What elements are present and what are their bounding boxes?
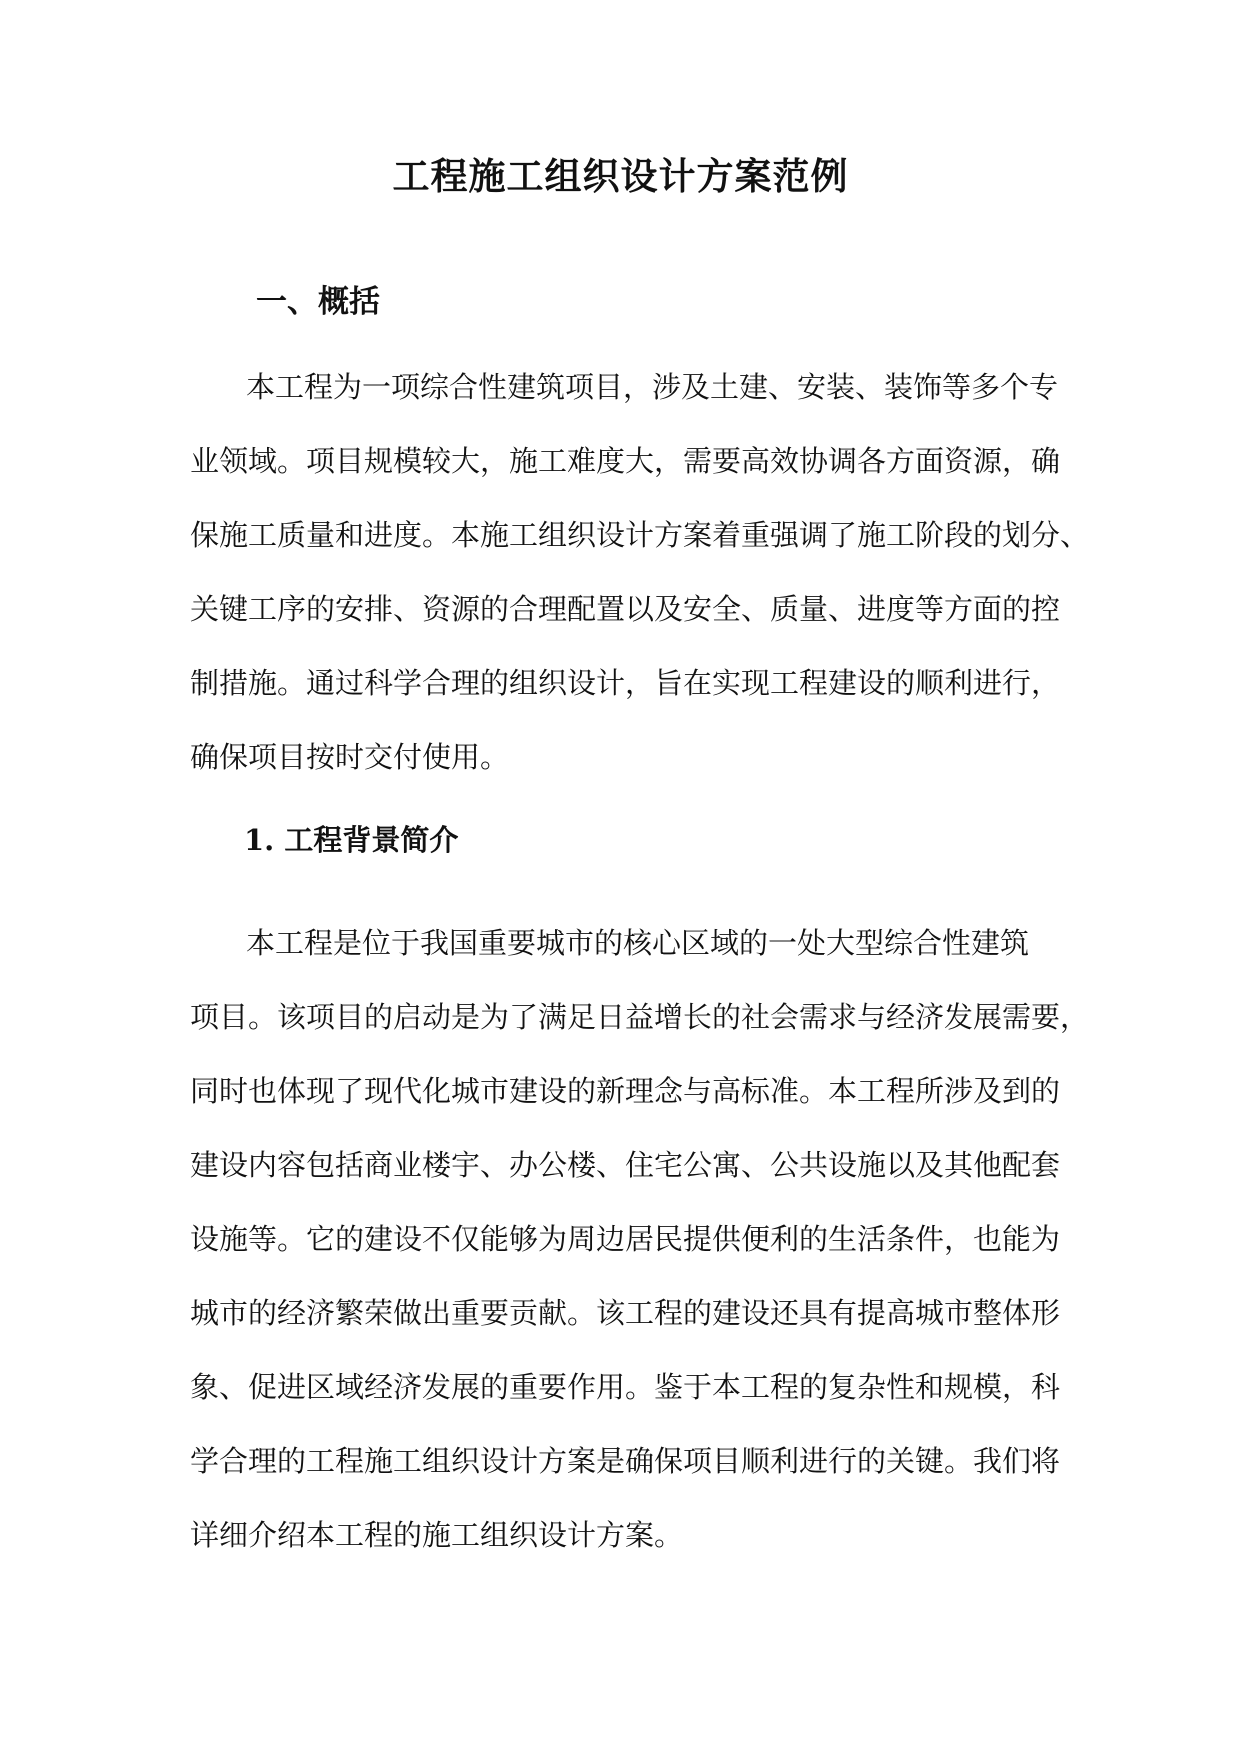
paragraph-line: 关键工序的安排、资源的合理配置以及安全、质量、进度等方面的控	[190, 592, 1061, 626]
paragraph-line: 业领域。项目规模较大，施工难度大，需要高效协调各方面资源，确	[190, 444, 1061, 478]
background-paragraph	[190, 923, 1090, 1589]
paragraph-line: 学合理的工程施工组织设计方案是确保项目顺利进行的关键。我们将	[190, 1444, 1061, 1478]
paragraph-line: 项目。该项目的启动是为了满足日益增长的社会需求与经济发展需要，	[190, 1000, 1090, 1034]
section-heading-overview: 一、概括	[256, 284, 380, 320]
document-title: 工程施工组织设计方案范例	[392, 154, 849, 198]
paragraph-line: 城市的经济繁荣做出重要贡献。该工程的建设还具有提高城市整体形	[190, 1296, 1061, 1330]
paragraph-line: 详细介绍本工程的施工组织设计方案。	[190, 1518, 684, 1552]
overview-paragraph	[190, 367, 1090, 811]
paragraph-line: 本工程是位于我国重要城市的核心区域的一处大型综合性建筑	[246, 926, 1030, 960]
subsection-heading-background: 1. 工程背景简介	[244, 823, 459, 857]
paragraph-line: 设施等。它的建设不仅能够为周边居民提供便利的生活条件，也能为	[190, 1222, 1061, 1256]
paragraph-line: 制措施。通过科学合理的组织设计，旨在实现工程建设的顺利进行，	[190, 666, 1061, 700]
paragraph-line: 象、促进区域经济发展的重要作用。鉴于本工程的复杂性和规模，科	[190, 1370, 1061, 1404]
paragraph-line: 同时也体现了现代化城市建设的新理念与高标准。本工程所涉及到的	[190, 1074, 1061, 1108]
paragraph-line: 建设内容包括商业楼宇、办公楼、住宅公寓、公共设施以及其他配套	[190, 1148, 1061, 1182]
paragraph-line: 本工程为一项综合性建筑项目，涉及土建、安装、装饰等多个专	[246, 370, 1059, 404]
paragraph-line: 保施工质量和进度。本施工组织设计方案着重强调了施工阶段的划分、	[190, 518, 1090, 552]
paragraph-line: 确保项目按时交付使用。	[190, 740, 510, 774]
